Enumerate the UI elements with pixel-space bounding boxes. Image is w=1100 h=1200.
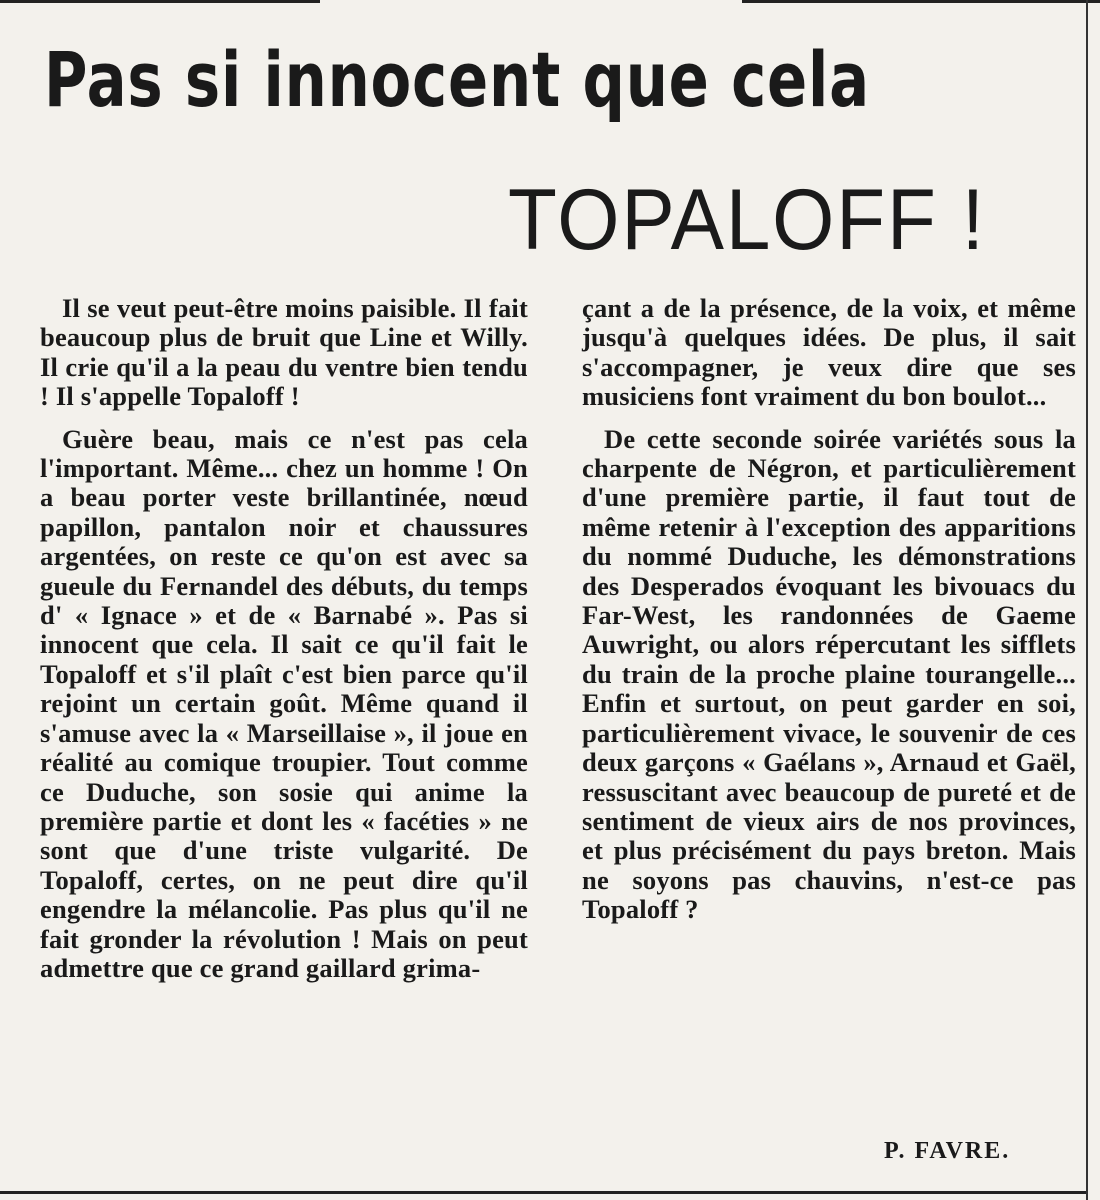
paragraph-continuation: çant a de la présence, de la voix, et même jusqu'à quelques idées. De plus, il sait s'accompagner, je veux dire que ses musiciens font vraiment du bon boulot... xyxy=(582,293,1076,412)
paragraph: Guère beau, mais ce n'est pas cela l'important. Même... chez un homme ! On a beau porter veste brillantinée, nœud papillon, pantalon noir et chaussures argentées, on reste ce qu'on est avec sa gueule du Fernandel des débuts, du temps d' « Ignace » et de « Barnabé ». Pas si innocent que cela. Il sait ce qu'il fait le Topaloff et s'il plaît c'est bien parce qu'il rejoint un certain goût. Même quand il s'amuse avec la « Marseillaise », il joue en réalité au comique troupier. Tout comme ce Duduche, son sosie qui anime la première partie et dont les « facéties » ne sont que d'une triste vulgarité. De Topaloff, certes, on ne peut dire qu'il engendre la mélancolie. Pas plus qu'il ne fait gronder la révolution ! Mais on peut admettre que ce grand gaillard grima- xyxy=(40,423,528,983)
paragraph: De cette seconde soirée variétés sous la charpente de Négron, et particulièrement d'une première partie, il faut tout de même retenir à l'exception des apparitions du nommé Duduche, les démonstrations des Desperados évoquant les bivouacs du Far-West, les randonnées de Gaeme Auwright, ou alors répercutant les sifflets du train de la proche plaine tourangelle... Enfin et surtout, on peut garder en soi, particulièrement vivace, le souvenir de ces deux garçons « Gaélans », Arnaud et Gaël, ressuscitant avec beaucoup de pureté et de sentiment de vieux airs de nos provinces, et plus précisément du pays breton. Mais ne soyons pas chauvins, n'est-ce pas Topaloff ? xyxy=(582,423,1076,925)
paragraph: Il se veut peut-être moins paisible. Il fait beaucoup plus de bruit que Line et Willy. Il crie qu'il a la peau du ventre bien tendu ! Il s'appelle Topaloff ! xyxy=(40,293,528,412)
left-column xyxy=(40,294,528,983)
top-rule-right xyxy=(742,0,1100,3)
bottom-rule xyxy=(0,1191,1086,1194)
top-rule-left xyxy=(0,0,320,3)
right-rule xyxy=(1086,0,1088,1200)
right-column xyxy=(582,294,1076,925)
article-subject-name: TOPALOFF ! xyxy=(508,172,986,268)
author-signature: P. FAVRE. xyxy=(884,1138,1011,1164)
article-headline: Pas si innocent que cela xyxy=(44,35,870,124)
